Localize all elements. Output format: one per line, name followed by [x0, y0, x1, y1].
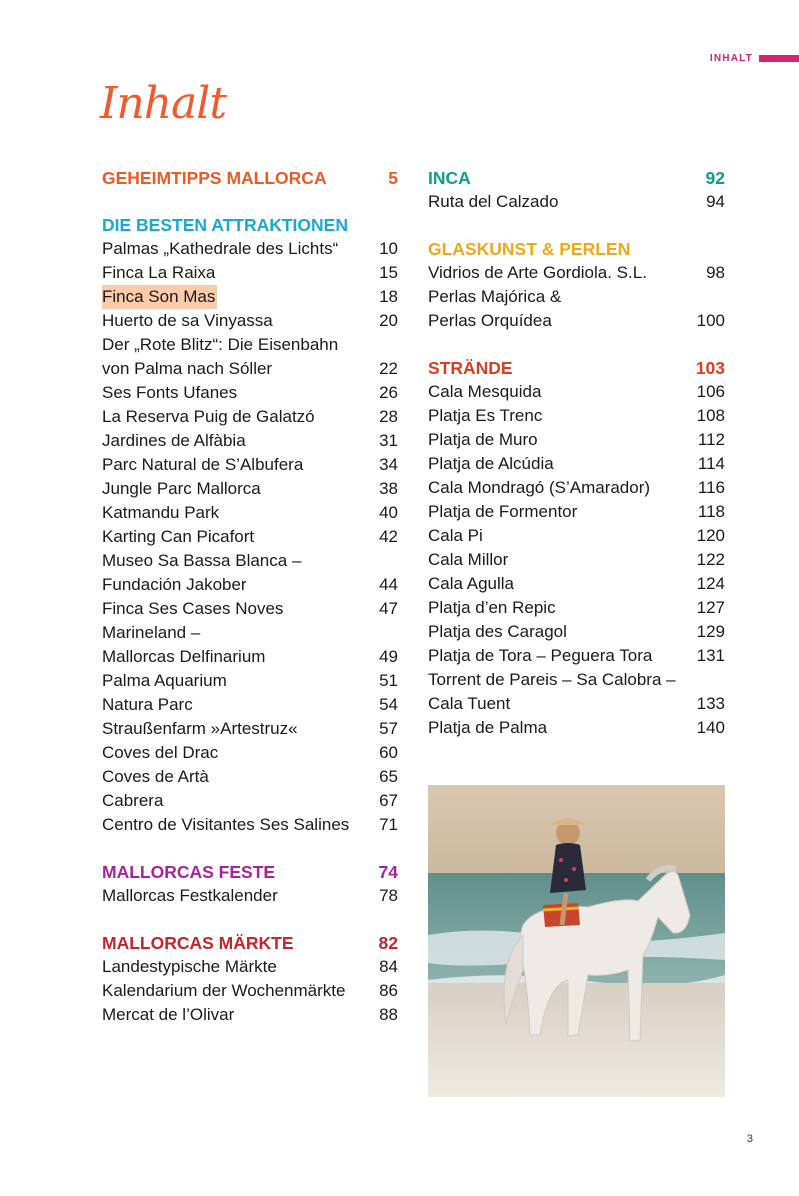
- running-head: [710, 53, 799, 64]
- toc-entry-page: 67: [379, 791, 398, 810]
- toc-entry[interactable]: [102, 309, 398, 333]
- toc-entry-page: 118: [697, 502, 725, 521]
- toc-entry-page: 65: [379, 767, 398, 786]
- toc-entry[interactable]: [428, 309, 725, 333]
- toc-entry[interactable]: [102, 357, 398, 381]
- toc-entry-label: Perlas Majórica &: [428, 287, 562, 306]
- toc-entry[interactable]: [102, 381, 398, 405]
- toc-entry-page: 84: [379, 957, 398, 976]
- toc-entry-page: 34: [379, 455, 398, 474]
- toc-entry[interactable]: [102, 405, 398, 429]
- toc-entry-label: Der „Rote Blitz“: Die Eisenbahn: [102, 335, 339, 354]
- photo-illustration: [428, 785, 725, 1097]
- section-heading[interactable]: [428, 237, 725, 261]
- toc-entry-page: 57: [379, 719, 398, 738]
- section-heading-label: STRÄNDE: [428, 358, 513, 378]
- toc-entry-label: Landestypische Märkte: [102, 957, 277, 976]
- toc-entry-label: Cala Millor: [428, 550, 509, 569]
- toc-entry-page: 22: [379, 359, 398, 378]
- toc-entry[interactable]: [428, 261, 725, 285]
- toc-entry[interactable]: [102, 765, 398, 789]
- toc-entry-page: 106: [696, 382, 725, 401]
- toc-section: [428, 166, 725, 214]
- toc-entry[interactable]: [102, 621, 398, 645]
- toc-entry[interactable]: [428, 190, 725, 214]
- toc-entry-label: von Palma nach Sóller: [102, 359, 273, 378]
- toc-entry[interactable]: [102, 669, 398, 693]
- toc-entry-page: 98: [706, 263, 725, 282]
- toc-entry[interactable]: [428, 644, 725, 668]
- section-heading[interactable]: [102, 213, 398, 237]
- toc-entry-label: Parc Natural de S’Albufera: [102, 455, 304, 474]
- toc-entry-label: Cala Agulla: [428, 574, 515, 593]
- toc-entry[interactable]: [102, 645, 398, 669]
- toc-entry[interactable]: [102, 477, 398, 501]
- toc-section: [102, 213, 398, 837]
- toc-entry-page: 108: [696, 406, 725, 425]
- toc-left-column: [102, 166, 398, 1050]
- toc-entry-page: 120: [696, 526, 725, 545]
- toc-entry-label: Platja de Formentor: [428, 502, 578, 521]
- toc-entry-label: Vidrios de Arte Gordiola. S.L.: [428, 263, 647, 282]
- toc-entry-label: Ruta del Calzado: [428, 192, 559, 211]
- toc-entry-label: Kalendarium der Wochenmärkte: [102, 981, 346, 1000]
- toc-entry-page: 78: [379, 886, 398, 905]
- toc-entry-label: Platja de Palma: [428, 718, 548, 737]
- toc-entry[interactable]: [102, 237, 398, 261]
- toc-entry[interactable]: [428, 500, 725, 524]
- toc-entry-page: 116: [697, 478, 725, 497]
- toc-entry-page: 20: [379, 311, 398, 330]
- toc-entry-page: 140: [696, 718, 725, 737]
- toc-entry-label: Finca Son Mas: [102, 285, 217, 309]
- toc-entry-label: Finca Ses Cases Noves: [102, 599, 284, 618]
- toc-entry-label: Palmas „Kathedrale des Lichts“: [102, 239, 339, 258]
- toc-entry-page: 124: [696, 574, 725, 593]
- toc-entry-label: Mallorcas Delfinarium: [102, 647, 266, 666]
- toc-entry-page: 31: [379, 431, 398, 450]
- toc-entry-page: 51: [379, 671, 398, 690]
- section-heading-label: MALLORCAS FESTE: [102, 862, 276, 882]
- toc-entry-label: Straußenfarm »Artestruz«: [102, 719, 298, 738]
- toc-entry[interactable]: [428, 285, 725, 309]
- toc-entry-page: 114: [697, 454, 725, 473]
- page-number: 3: [746, 1133, 753, 1145]
- toc-entry-page: 54: [379, 695, 398, 714]
- toc-entry[interactable]: [428, 620, 725, 644]
- toc-entry[interactable]: [102, 261, 398, 285]
- toc-entry[interactable]: [428, 452, 725, 476]
- toc-entry-label: La Reserva Puig de Galatzó: [102, 407, 315, 426]
- toc-entry[interactable]: [428, 428, 725, 452]
- toc-entry[interactable]: [102, 884, 398, 908]
- toc-entry-page: 71: [379, 815, 398, 834]
- toc-entry-label: Platja de Alcúdia: [428, 454, 554, 473]
- running-head-label: INHALT: [709, 53, 753, 64]
- section-page-number: 74: [378, 862, 398, 882]
- section-heading[interactable]: [102, 166, 398, 190]
- toc-entry[interactable]: [102, 453, 398, 477]
- toc-entry[interactable]: [102, 813, 398, 837]
- toc-entry-page: 42: [379, 527, 398, 546]
- toc-entry[interactable]: [102, 597, 398, 621]
- toc-entry-page: 127: [696, 598, 725, 617]
- toc-entry-page: 38: [379, 479, 398, 498]
- section-heading[interactable]: [428, 166, 725, 190]
- toc-entry-label: Jardines de Alfàbia: [102, 431, 246, 450]
- toc-entry-label: Karting Can Picafort: [102, 527, 255, 546]
- toc-entry-page: 86: [379, 981, 398, 1000]
- toc-entry-page: 40: [379, 503, 398, 522]
- toc-entry-page: 60: [379, 743, 398, 762]
- toc-entry[interactable]: [428, 380, 725, 404]
- toc-entry-page: 112: [697, 430, 725, 449]
- toc-entry-page: 122: [696, 550, 725, 569]
- toc-entry[interactable]: [428, 548, 725, 572]
- toc-entry[interactable]: [428, 572, 725, 596]
- toc-entry-label: Palma Aquarium: [102, 671, 227, 690]
- section-heading-label: INCA: [428, 168, 471, 188]
- toc-section: [102, 860, 398, 908]
- toc-entry[interactable]: [428, 524, 725, 548]
- section-page-number: 103: [695, 358, 725, 378]
- beach-horse-photo: [428, 785, 725, 1097]
- toc-entry[interactable]: [102, 549, 398, 573]
- toc-entry[interactable]: [102, 525, 398, 549]
- toc-entry-label: Platja de Muro: [428, 430, 538, 449]
- toc-section: [428, 356, 725, 740]
- section-heading-label: MALLORCAS MÄRKTE: [102, 933, 294, 953]
- toc-entry-label: Torrent de Pareis – Sa Calobra –: [428, 670, 676, 689]
- section-page-number: 5: [388, 168, 398, 188]
- toc-right-column: [428, 166, 725, 763]
- toc-entry-label: Coves del Drac: [102, 743, 219, 762]
- toc-entry-label: Finca La Raixa: [102, 263, 216, 282]
- toc-entry-label: Platja d’en Repic: [428, 598, 556, 617]
- toc-entry[interactable]: [102, 955, 398, 979]
- toc-entry-label: Cala Pi: [428, 526, 483, 545]
- toc-entry-page: 26: [379, 383, 398, 402]
- toc-entry-label: Cala Mondragó (S’Amarador): [428, 478, 651, 497]
- toc-entry-page: 15: [379, 263, 398, 282]
- toc-entry-label: Centro de Visitantes Ses Salines: [102, 815, 350, 834]
- toc-entry[interactable]: [102, 979, 398, 1003]
- toc-entry-label: Cala Tuent: [428, 694, 511, 713]
- toc-entry-page: 131: [696, 646, 725, 665]
- toc-entry[interactable]: [102, 741, 398, 765]
- section-heading[interactable]: [102, 860, 398, 884]
- toc-entry-label: Cala Mesquida: [428, 382, 542, 401]
- toc-entry[interactable]: [428, 404, 725, 428]
- toc-entry[interactable]: [102, 573, 398, 597]
- toc-entry-page: 88: [379, 1005, 398, 1024]
- toc-entry-label: Platja Es Trenc: [428, 406, 543, 425]
- section-heading[interactable]: [428, 356, 725, 380]
- toc-entry[interactable]: [428, 668, 725, 692]
- toc-entry[interactable]: [102, 789, 398, 813]
- toc-entry-label: Perlas Orquídea: [428, 311, 552, 330]
- toc-entry-page: 133: [696, 694, 725, 713]
- toc-entry[interactable]: [428, 716, 725, 740]
- toc-entry-page: 44: [379, 575, 398, 594]
- toc-entry-label: Fundación Jakober: [102, 575, 247, 594]
- toc-entry-page: 100: [696, 311, 725, 330]
- toc-entry[interactable]: [428, 476, 725, 500]
- toc-entry-label: Katmandu Park: [102, 503, 220, 522]
- running-head-bar: [759, 55, 799, 62]
- toc-entry-page: 49: [379, 647, 398, 666]
- section-page-number: 92: [705, 168, 725, 188]
- toc-entry-page: 129: [696, 622, 725, 641]
- toc-entry-label: Mallorcas Festkalender: [102, 886, 278, 905]
- toc-entry-label: Natura Parc: [102, 695, 193, 714]
- section-heading-label: GLASKUNST & PERLEN: [428, 239, 631, 259]
- toc-entry-page: 28: [379, 407, 398, 426]
- page-title: Inhalt: [100, 78, 227, 129]
- toc-entry-page: 47: [379, 599, 398, 618]
- toc-entry-label: Jungle Parc Mallorca: [102, 479, 261, 498]
- toc-entry-label: Marineland –: [102, 623, 201, 642]
- toc-entry-label: Coves de Artà: [102, 767, 209, 786]
- section-heading-label: GEHEIMTIPPS MALLORCA: [102, 168, 327, 188]
- toc-entry-label: Platja des Caragol: [428, 622, 567, 641]
- toc-entry[interactable]: [102, 285, 398, 309]
- toc-entry[interactable]: [102, 333, 398, 357]
- toc-section: [102, 166, 398, 190]
- section-heading[interactable]: [102, 931, 398, 955]
- toc-entry-label: Huerto de sa Vinyassa: [102, 311, 273, 330]
- toc-entry[interactable]: [428, 692, 725, 716]
- toc-entry-page: 94: [706, 192, 725, 211]
- toc-entry[interactable]: [102, 717, 398, 741]
- toc-entry[interactable]: [428, 596, 725, 620]
- section-heading-label: DIE BESTEN ATTRAKTIONEN: [102, 215, 348, 235]
- toc-section: [428, 237, 725, 333]
- toc-entry-page: 10: [379, 239, 398, 258]
- toc-entry[interactable]: [102, 693, 398, 717]
- toc-entry-label: Mercat de l’Olivar: [102, 1005, 235, 1024]
- toc-entry-label: Cabrera: [102, 791, 164, 810]
- toc-entry-page: 18: [379, 287, 398, 306]
- toc-entry-label: Platja de Tora – Peguera Tora: [428, 646, 653, 665]
- toc-entry[interactable]: [102, 1003, 398, 1027]
- toc-entry[interactable]: [102, 501, 398, 525]
- toc-entry-label: Museo Sa Bassa Blanca –: [102, 551, 302, 570]
- section-page-number: 82: [378, 933, 398, 953]
- toc-section: [102, 931, 398, 1027]
- toc-entry[interactable]: [102, 429, 398, 453]
- toc-entry-label: Ses Fonts Ufanes: [102, 383, 238, 402]
